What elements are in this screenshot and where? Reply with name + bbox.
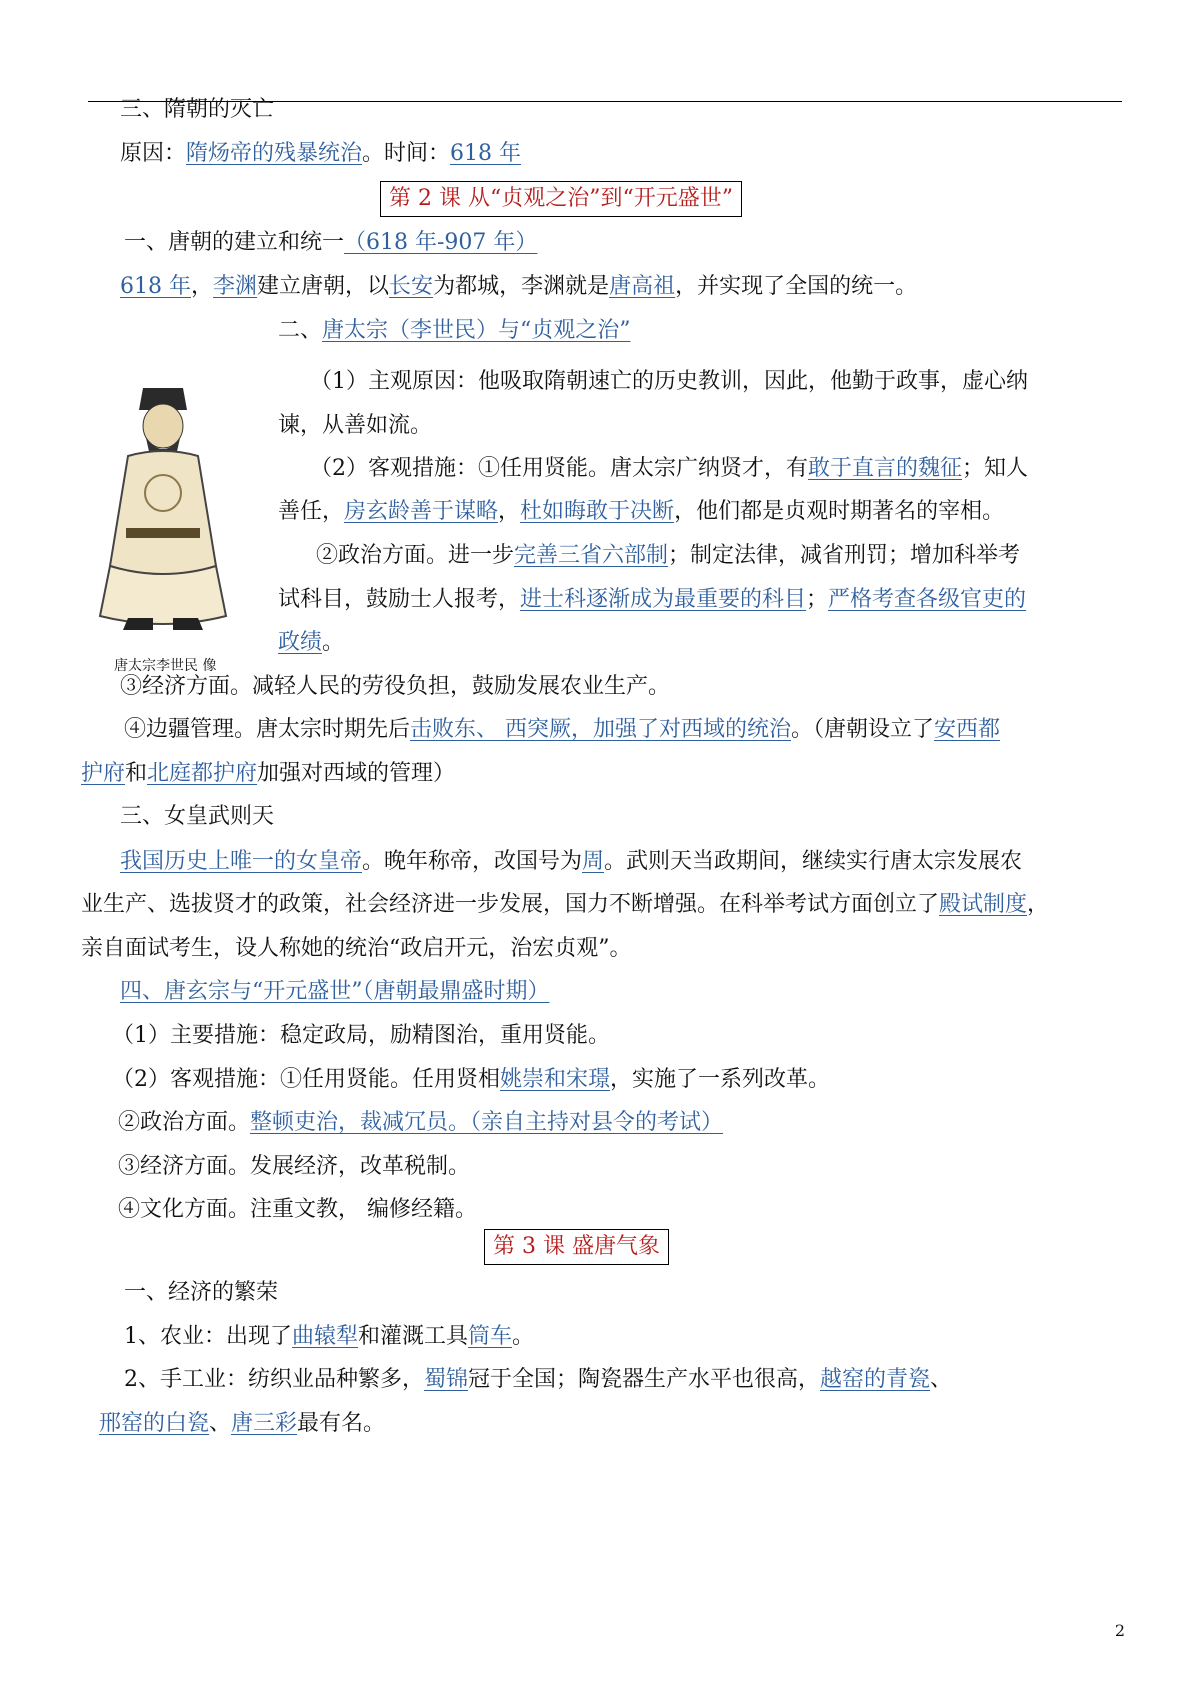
text-segment: ④文化方面。注重文教， 编修经籍。 — [118, 1197, 477, 1222]
tang-taizong-portrait — [88, 378, 238, 638]
section-heading-wu-zetian — [120, 802, 274, 832]
highlighted-term: 殿试制度 — [939, 892, 1028, 917]
text-segment: ； — [806, 587, 829, 612]
section-heading-sui-fall — [120, 95, 274, 125]
text-line — [120, 272, 917, 302]
text-line — [112, 1065, 830, 1095]
text-segment: 业生产、选拔贤才的政策，社会经济进一步发展，国力不断增强。在科举考试方面创立了 — [81, 892, 940, 917]
text-segment: 一、经济的繁荣 — [124, 1280, 279, 1305]
text-line — [278, 411, 432, 441]
highlighted-term: 唐高祖 — [609, 274, 676, 299]
text-segment: 建立唐朝，以 — [257, 274, 390, 299]
highlighted-term: 618 年 — [450, 141, 522, 166]
text-segment: （2）客观措施：①任用贤能。唐太宗广纳贤才，有 — [310, 456, 808, 481]
portrait-caption: 唐太宗李世民 像 — [114, 658, 217, 674]
highlighted-term: 北庭都护府 — [147, 761, 258, 786]
text-segment: 。晚年称帝，改国号为 — [362, 849, 583, 874]
section-heading-tang-founding — [124, 228, 537, 258]
text-segment: ②政治方面。进一步 — [316, 543, 515, 568]
text-line — [118, 1108, 723, 1138]
highlighted-term: 姚崇和宋璟 — [500, 1067, 611, 1092]
text-segment: 二、 — [278, 318, 323, 343]
text-segment: ，并实现了全国的统一。 — [675, 274, 918, 299]
text-segment: ③经济方面。发展经济，改革税制。 — [118, 1154, 471, 1179]
text-segment: ，实施了一系列改革。 — [610, 1067, 831, 1092]
text-segment: 三、女皇武则天 — [120, 804, 275, 829]
lesson-title-3: 第 3 课 盛唐气象 — [484, 1229, 669, 1265]
text-segment: （1）主观原因：他吸取隋朝速亡的历史教训，因此，他勤于政事，虚心纳 — [310, 369, 1028, 394]
text-segment: ，他们都是贞观时期著名的宰相。 — [674, 499, 1005, 524]
page-number: 2 — [1114, 1621, 1125, 1640]
highlighted-term: 政绩 — [278, 630, 323, 655]
text-segment: 最有名。 — [297, 1411, 386, 1436]
text-line — [120, 139, 521, 169]
text-segment: 、 — [930, 1367, 953, 1392]
text-segment: （2）客观措施：①任用贤能。任用贤相 — [112, 1067, 500, 1092]
text-segment: 。（唐朝设立了 — [791, 717, 935, 742]
highlighted-term: 长安 — [389, 274, 434, 299]
text-line — [99, 1409, 385, 1439]
text-line — [278, 628, 344, 658]
highlighted-term: （618 年-907 年） — [344, 230, 538, 255]
text-segment: 。武则天当政期间，继续实行唐太宗发展农 — [604, 849, 1023, 874]
text-segment: 为都城，李渊就是 — [433, 274, 610, 299]
text-segment: 善任， — [278, 499, 345, 524]
text-line — [124, 1365, 952, 1395]
section-heading-xuanzong — [120, 977, 550, 1007]
highlighted-term: 唐三彩 — [231, 1411, 298, 1436]
section-heading-taizong — [278, 316, 631, 346]
text-segment: ， — [1027, 892, 1050, 917]
text-segment: 。时间： — [362, 141, 451, 166]
highlighted-term: 我国历史上唯一的女皇帝 — [120, 849, 363, 874]
text-line — [120, 672, 670, 702]
text-segment: 谏，从善如流。 — [278, 413, 433, 438]
text-line — [124, 715, 1000, 745]
text-segment: 和灌溉工具 — [358, 1324, 469, 1349]
highlighted-term: 护府 — [81, 761, 126, 786]
text-line — [118, 1152, 470, 1182]
text-segment: ④边疆管理。唐太宗时期先后 — [124, 717, 411, 742]
text-line — [316, 541, 1020, 571]
text-line — [120, 847, 1022, 877]
text-segment: 和 — [125, 761, 148, 786]
highlighted-term: 整顿吏治，裁减冗员。（亲自主持对县令的考试） — [250, 1110, 724, 1135]
highlighted-term: 击败东、 西突厥，加强了对西域的统治 — [410, 717, 792, 742]
text-segment: 。 — [512, 1324, 535, 1349]
section-heading-economy — [124, 1278, 278, 1308]
highlighted-term: 筒车 — [468, 1324, 513, 1349]
text-segment: 。 — [322, 630, 345, 655]
text-segment: 、 — [209, 1411, 232, 1436]
highlighted-term: 618 年 — [120, 274, 191, 299]
highlighted-term: 唐太宗（李世民）与“贞观之治” — [322, 318, 631, 343]
text-line — [118, 1195, 477, 1225]
text-line — [310, 454, 1028, 484]
text-segment: ；制定法律，减省刑罚；增加科举考 — [668, 543, 1021, 568]
text-segment: 2、手工业：纺织业品种繁多， — [124, 1367, 424, 1392]
highlighted-term: 四、唐玄宗与“开元盛世”（唐朝最鼎盛时期） — [120, 979, 550, 1004]
highlighted-term: 房玄龄善于谋略 — [344, 499, 499, 524]
text-segment: 原因： — [120, 141, 187, 166]
text-line — [81, 890, 1049, 920]
text-line — [278, 585, 1026, 615]
highlighted-term: 严格考查各级官吏的 — [828, 587, 1027, 612]
text-segment: 亲自面试考生，设人称她的统治“政启开元，治宏贞观”。 — [81, 936, 632, 961]
text-segment: （1）主要措施：稳定政局，励精图治，重用贤能。 — [112, 1023, 610, 1048]
text-line — [81, 759, 455, 789]
text-segment: 加强对西域的管理） — [257, 761, 456, 786]
highlighted-term: 敢于直言的魏征 — [808, 456, 963, 481]
highlighted-term: 周 — [582, 849, 605, 874]
lesson-title-2: 第 2 课 从“贞观之治”到“开元盛世” — [380, 181, 742, 217]
text-segment: ， — [191, 274, 214, 299]
highlighted-term: 杜如晦敢于决断 — [520, 499, 675, 524]
text-segment: 三、隋朝的灭亡 — [120, 97, 275, 122]
highlighted-term: 邢窑的白瓷 — [99, 1411, 210, 1436]
text-line — [310, 367, 1028, 397]
highlighted-term: 越窑的青瓷 — [820, 1367, 931, 1392]
text-line — [124, 1322, 534, 1352]
text-line — [278, 497, 1004, 527]
text-segment: 冠于全国；陶瓷器生产水平也很高， — [468, 1367, 821, 1392]
highlighted-term: 蜀锦 — [424, 1367, 469, 1392]
text-segment: 试科目，鼓励士人报考， — [278, 587, 521, 612]
highlighted-term: 完善三省六部制 — [514, 543, 669, 568]
highlighted-term: 曲辕犁 — [292, 1324, 359, 1349]
text-segment: ③经济方面。减轻人民的劳役负担，鼓励发展农业生产。 — [120, 674, 671, 699]
text-segment: ②政治方面。 — [118, 1110, 251, 1135]
highlighted-term: 李渊 — [213, 274, 258, 299]
text-line — [112, 1021, 610, 1051]
text-line — [81, 934, 632, 964]
text-segment: ， — [498, 499, 521, 524]
text-segment: 1、农业：出现了 — [124, 1324, 292, 1349]
text-segment: 一、唐朝的建立和统一 — [124, 230, 345, 255]
highlighted-term: 隋炀帝的残暴统治 — [186, 141, 363, 166]
text-segment: ；知人 — [962, 456, 1029, 481]
highlighted-term: 进士科逐渐成为最重要的科目 — [520, 587, 807, 612]
highlighted-term: 安西都 — [934, 717, 1001, 742]
